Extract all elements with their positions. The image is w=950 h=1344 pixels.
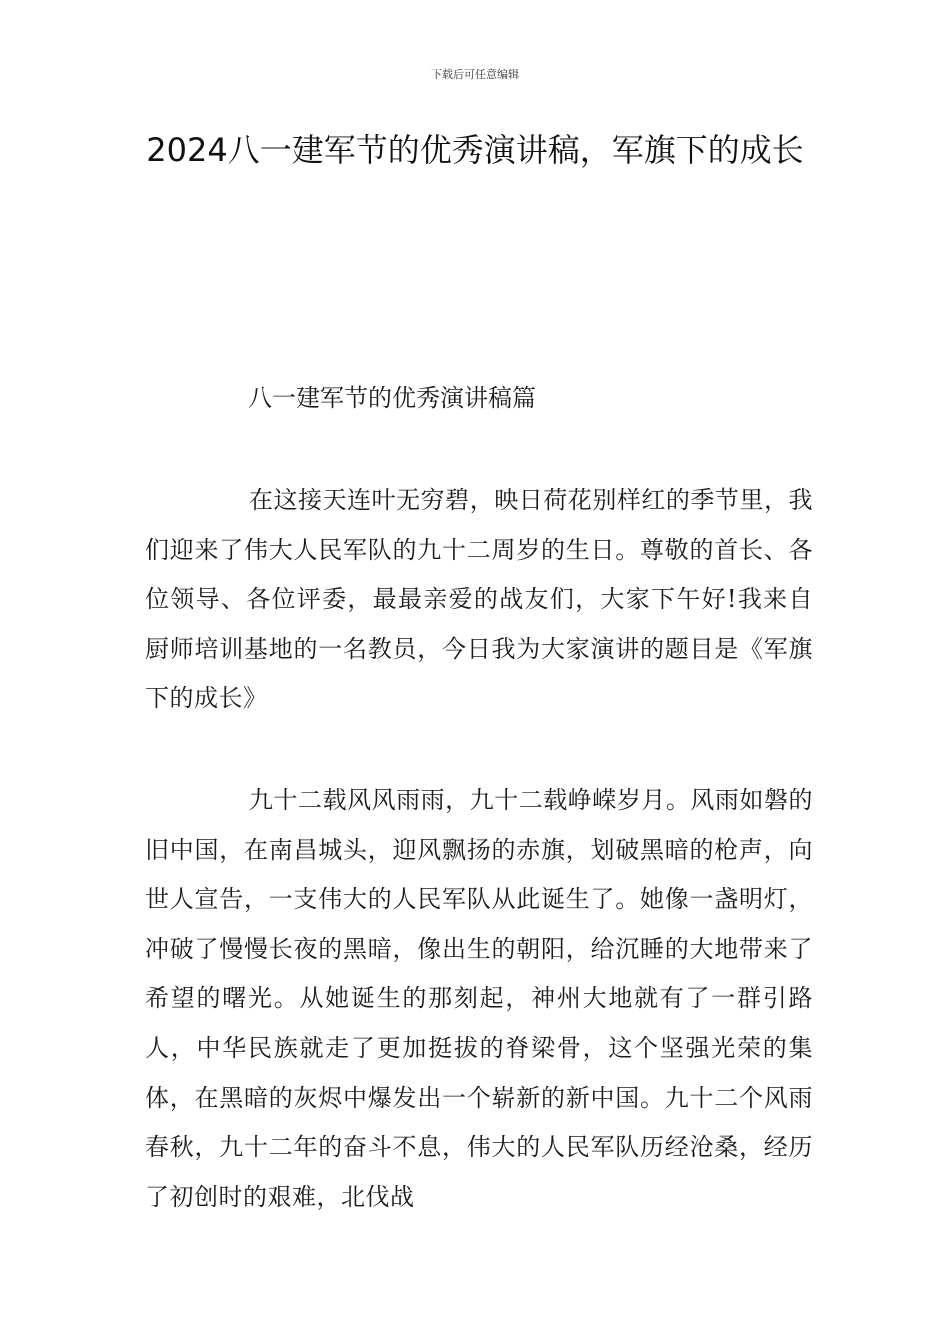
section-heading: 八一建军节的优秀演讲稿篇 [248,384,536,412]
body-paragraph: 九十二载风风雨雨，九十二载峥嵘岁月。风雨如磐的旧中国，在南昌城头，迎风飘扬的赤旗，划破黑暗的枪声，向世人宣告，一支伟大的人民军队从此诞生了。她像一盏明灯，冲破了慢慢长夜的黑暗，像出生的朝阳，给沉睡的大地带来了希望的曙光。从她诞生的那刻起，神州大地就有了一群引路人，中华民族就走了更加挺拔的脊梁骨，这个坚强光荣的集体，在黑暗的灰烬中爆发出一个崭新的新中国。九十二个风雨春秋，九十二年的奋斗不息，伟大的人民军队历经沧桑，经历了初创时的艰难，北伐战 [145,786,813,1211]
body-paragraph: 在这接天连叶无穷碧，映日荷花别样红的季节里，我们迎来了伟大人民军队的九十二周岁的生日。尊敬的首长、各位领导、各位评委，最最亲爱的战友们，大家下午好!我来自厨师培训基地的一名教员，今日我为大家演讲的题目是《军旗下的成长》 [145,486,813,713]
header-note: 下载后可任意编辑 [431,68,519,81]
document-title: 2024八一建军节的优秀演讲稿，军旗下的成长 [146,131,804,169]
